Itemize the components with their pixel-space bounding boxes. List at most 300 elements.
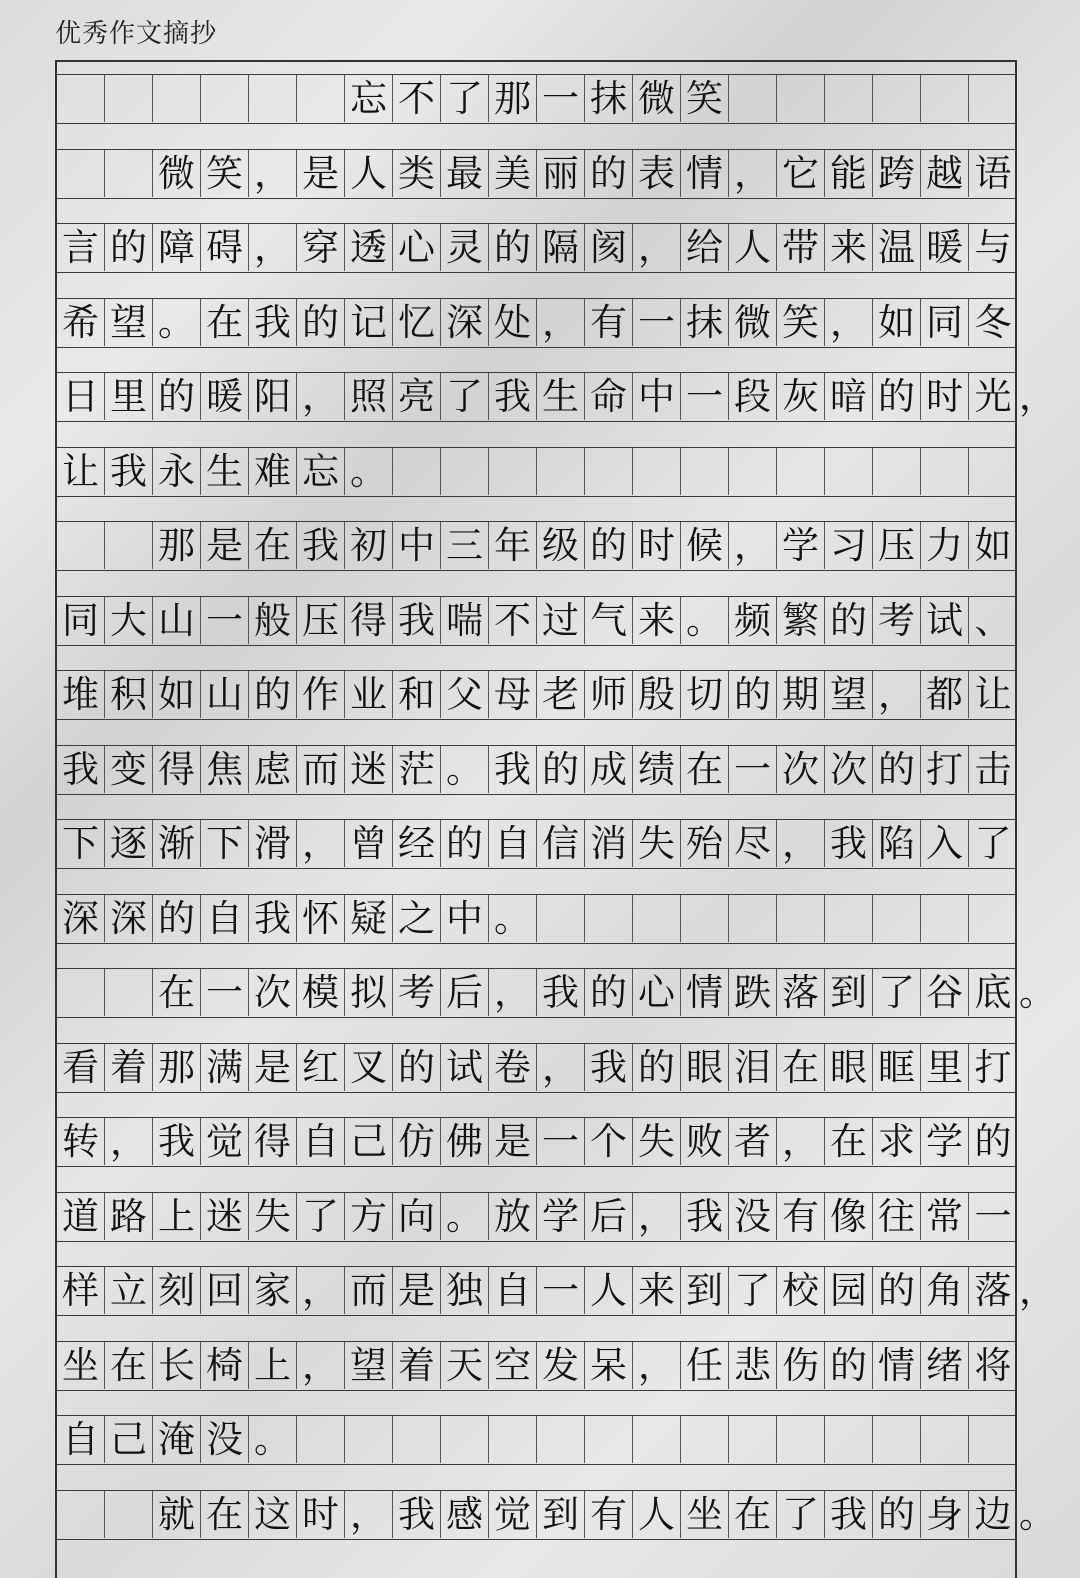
grid-cell: 如 xyxy=(974,524,1012,567)
grid-cell: 看 xyxy=(57,1044,105,1091)
grid-cell: 我 xyxy=(105,448,153,495)
grid-cell: 的 xyxy=(537,746,585,793)
grid-cell: 一 xyxy=(681,373,729,420)
grid-cell: 底 xyxy=(974,971,1012,1014)
grid-cell: 求 xyxy=(873,1118,921,1165)
grid-cell: 的 xyxy=(873,1267,921,1314)
grid-cell: 到 xyxy=(681,1267,729,1314)
grid-cell: 击 xyxy=(974,747,1012,791)
grid-cell: 迷 xyxy=(201,1193,249,1240)
grid-cell: 那 xyxy=(489,75,537,122)
grid-cell: 丽 xyxy=(537,150,585,197)
grid-cell: 带 xyxy=(777,224,825,271)
grid-cell: 笑 xyxy=(777,299,825,346)
text-row xyxy=(57,1192,1015,1242)
grid-cell: 信 xyxy=(537,820,585,867)
grid-cell: 陷 xyxy=(873,820,921,867)
grid-cell: 一 xyxy=(201,969,249,1016)
grid-cell: 上 xyxy=(153,1193,201,1240)
grid-cell: 如 xyxy=(153,671,201,718)
grid-cell: 我 xyxy=(825,820,873,867)
grid-paper xyxy=(55,60,1056,1578)
grid-cell: 感 xyxy=(441,1491,489,1538)
text-row xyxy=(57,1490,1056,1540)
grid-cell: 父 xyxy=(441,671,489,718)
text-row xyxy=(57,596,1015,646)
grid-cell xyxy=(777,1416,825,1463)
grid-cell: 作 xyxy=(297,671,345,718)
grid-cell: 殆 xyxy=(681,820,729,867)
grid-cell: 落 xyxy=(777,969,825,1016)
grid-cell: 有 xyxy=(585,299,633,346)
grid-cell: 悲 xyxy=(729,1342,777,1389)
grid-cell: 方 xyxy=(345,1193,393,1240)
grid-cell: 段 xyxy=(729,373,777,420)
grid-cell: 的 xyxy=(153,373,201,420)
grid-cell: 觉 xyxy=(201,1118,249,1165)
text-row xyxy=(57,670,1015,720)
grid-cell: 家 xyxy=(249,1267,297,1314)
grid-cell: 下 xyxy=(57,820,105,867)
text-row xyxy=(57,1266,1056,1316)
grid-cell: 失 xyxy=(249,1193,297,1240)
grid-cell: 我 xyxy=(537,969,585,1016)
grid-cell xyxy=(681,895,729,942)
grid-cell xyxy=(633,895,681,942)
grid-cell: 有 xyxy=(585,1491,633,1538)
grid-cell: 情 xyxy=(681,969,729,1016)
grid-cell: 冬 xyxy=(974,300,1012,344)
grid-cell: 者 xyxy=(729,1118,777,1165)
grid-cell: 情 xyxy=(873,1342,921,1389)
grid-cell: 照 xyxy=(345,373,393,420)
grid-cell xyxy=(729,448,777,495)
grid-cell: 是 xyxy=(489,1118,537,1165)
grid-cell: 而 xyxy=(345,1267,393,1314)
grid-cell: 自 xyxy=(57,1416,105,1463)
grid-cell: 红 xyxy=(297,1044,345,1091)
grid-cell: 淹 xyxy=(153,1416,201,1463)
grid-cell: 同 xyxy=(57,597,105,644)
grid-cell: 经 xyxy=(393,820,441,867)
grid-cell xyxy=(201,75,249,122)
grid-cell: 而 xyxy=(297,746,345,793)
grid-cell: 碍 xyxy=(201,224,249,271)
text-row xyxy=(57,894,1015,944)
grid-cell: 来 xyxy=(825,224,873,271)
grid-cell: 过 xyxy=(537,597,585,644)
grid-cell: 之 xyxy=(393,895,441,942)
grid-cell: 觉 xyxy=(489,1491,537,1538)
grid-cell xyxy=(57,150,105,197)
grid-cell: 人 xyxy=(633,1491,681,1538)
grid-cell: 压 xyxy=(297,597,345,644)
grid-cell: 障 xyxy=(153,224,201,271)
grid-cell: ， xyxy=(777,820,825,867)
grid-cell: 微 xyxy=(153,150,201,197)
grid-cell: 期 xyxy=(777,671,825,718)
grid-cell: ， xyxy=(297,1342,345,1389)
grid-cell: 失 xyxy=(633,820,681,867)
grid-cell: 让 xyxy=(974,673,1012,716)
grid-cell xyxy=(537,895,585,942)
grid-cell: 在 xyxy=(153,969,201,1016)
grid-cell: 了 xyxy=(441,75,489,122)
grid-cell: ， xyxy=(249,150,297,197)
grid-cell: 的 xyxy=(297,299,345,346)
grid-cell: 与 xyxy=(974,226,1012,269)
grid-cell: 言 xyxy=(57,224,105,271)
grid-cell: 透 xyxy=(345,224,393,271)
grid-cell xyxy=(681,448,729,495)
grid-cell: 压 xyxy=(873,522,921,569)
page-header: 优秀作文摘抄 xyxy=(55,19,218,49)
grid-cell: 仿 xyxy=(393,1118,441,1165)
grid-cell: 希 xyxy=(57,299,105,346)
grid-cell: 渐 xyxy=(153,820,201,867)
grid-cell: 永 xyxy=(153,448,201,495)
grid-cell: 跌 xyxy=(729,969,777,1016)
grid-cell: 失 xyxy=(633,1118,681,1165)
grid-cell: 长 xyxy=(153,1342,201,1389)
text-row xyxy=(57,745,1015,795)
grid-cell xyxy=(777,895,825,942)
grid-cell: ， xyxy=(873,671,921,718)
grid-cell: 放 xyxy=(489,1193,537,1240)
grid-cell: ， xyxy=(297,373,345,420)
grid-cell: 向 xyxy=(393,1193,441,1240)
grid-cell: 的 xyxy=(873,1491,921,1538)
grid-cell: 深 xyxy=(57,895,105,942)
grid-cell: 着 xyxy=(393,1342,441,1389)
grid-cell: 、 xyxy=(974,598,1012,642)
grid-cell: 和 xyxy=(393,671,441,718)
grid-cell: 的 xyxy=(441,820,489,867)
grid-cell xyxy=(57,969,105,1016)
grid-cell xyxy=(681,1416,729,1463)
grid-cell: 绩 xyxy=(633,746,681,793)
grid-cell: ， xyxy=(105,1118,153,1165)
grid-cell: 。 xyxy=(345,448,393,495)
grid-cell xyxy=(873,1416,921,1463)
grid-cell: 忘 xyxy=(345,75,393,122)
text-row xyxy=(57,1117,1015,1167)
grid-cell: 暗 xyxy=(825,373,873,420)
grid-cell xyxy=(969,895,1017,942)
grid-cell xyxy=(825,895,873,942)
grid-cell xyxy=(105,150,153,197)
grid-cell: 虑 xyxy=(249,746,297,793)
grid-cell: 的 xyxy=(489,224,537,271)
grid-cell: 了 xyxy=(873,969,921,1016)
grid-cell: 忘 xyxy=(297,448,345,495)
grid-cell: 了 xyxy=(777,1491,825,1538)
grid-cell: 卷 xyxy=(489,1044,537,1091)
grid-cell: 园 xyxy=(825,1267,873,1314)
grid-cell: 那 xyxy=(153,522,201,569)
grid-cell: 学 xyxy=(537,1193,585,1240)
grid-cell: 后 xyxy=(585,1193,633,1240)
grid-cell: 样 xyxy=(57,1267,105,1314)
grid-cell: 路 xyxy=(105,1193,153,1240)
grid-cell: 堆 xyxy=(57,671,105,718)
text-row xyxy=(57,223,1015,273)
grid-cell xyxy=(873,448,921,495)
grid-cell: 怀 xyxy=(297,895,345,942)
grid-cell: 在 xyxy=(105,1342,153,1389)
grid-cell: 椅 xyxy=(201,1342,249,1389)
grid-cell: 己 xyxy=(345,1118,393,1165)
grid-cell: 下 xyxy=(201,820,249,867)
grid-cell: 空 xyxy=(489,1342,537,1389)
grid-cell: 绪 xyxy=(921,1342,969,1389)
grid-cell: 了 xyxy=(974,822,1012,865)
grid-cell: 人 xyxy=(729,224,777,271)
grid-cell: 心 xyxy=(633,969,681,1016)
text-row xyxy=(57,298,1015,348)
grid-cell: 在 xyxy=(777,1044,825,1091)
grid-cell: 泪 xyxy=(729,1044,777,1091)
grid-cell xyxy=(585,1416,633,1463)
grid-cell: 满 xyxy=(201,1044,249,1091)
grid-cell: 我 xyxy=(249,299,297,346)
grid-cell xyxy=(153,75,201,122)
grid-cell: 时 xyxy=(297,1491,345,1538)
grid-cell xyxy=(57,75,105,122)
grid-cell: 一 xyxy=(537,75,585,122)
grid-cell: 发 xyxy=(537,1342,585,1389)
grid-cell: 同 xyxy=(921,299,969,346)
grid-cell: 表 xyxy=(633,150,681,197)
grid-cell: 年 xyxy=(489,522,537,569)
text-row xyxy=(57,149,1015,199)
grid-cell xyxy=(777,75,825,122)
grid-cell xyxy=(585,895,633,942)
grid-cell: 学 xyxy=(777,522,825,569)
grid-cell: 自 xyxy=(489,820,537,867)
grid-cell xyxy=(105,75,153,122)
grid-cell: 的 xyxy=(153,895,201,942)
grid-cell: 是 xyxy=(393,1267,441,1314)
grid-cell: 我 xyxy=(153,1118,201,1165)
grid-cell: 积 xyxy=(105,671,153,718)
grid-cell: 让 xyxy=(57,448,105,495)
text-row xyxy=(57,447,1015,497)
grid-cell: 处 xyxy=(489,299,537,346)
grid-cell xyxy=(873,75,921,122)
grid-cell: 在 xyxy=(681,746,729,793)
grid-cell: 的 xyxy=(249,671,297,718)
grid-cell: 人 xyxy=(345,150,393,197)
grid-cell xyxy=(921,895,969,942)
grid-cell: 我 xyxy=(393,1491,441,1538)
grid-cell: 般 xyxy=(249,597,297,644)
overflow-punctuation: ， xyxy=(1019,1269,1056,1312)
grid-cell: 校 xyxy=(777,1267,825,1314)
grid-cell: 语 xyxy=(974,151,1012,195)
grid-cell: 上 xyxy=(249,1342,297,1389)
grid-cell: 在 xyxy=(729,1491,777,1538)
grid-cell: 深 xyxy=(105,895,153,942)
grid-cell: 得 xyxy=(249,1118,297,1165)
grid-cell: 的 xyxy=(825,1342,873,1389)
grid-cell: ， xyxy=(825,299,873,346)
grid-cell: 败 xyxy=(681,1118,729,1165)
grid-cell: 记 xyxy=(345,299,393,346)
grid-cell xyxy=(729,895,777,942)
grid-cell xyxy=(249,75,297,122)
grid-cell: 就 xyxy=(153,1491,201,1538)
grid-cell: 的 xyxy=(633,1044,681,1091)
grid-cell xyxy=(297,1416,345,1463)
grid-cell: 这 xyxy=(249,1491,297,1538)
grid-cell: 里 xyxy=(921,1044,969,1091)
grid-cell: 不 xyxy=(489,597,537,644)
grid-cell: 生 xyxy=(201,448,249,495)
grid-cell: 得 xyxy=(345,597,393,644)
grid-cell: 不 xyxy=(393,75,441,122)
grid-cell: 。 xyxy=(441,746,489,793)
grid-cell xyxy=(873,895,921,942)
grid-cell: 叉 xyxy=(345,1044,393,1091)
grid-cell: 任 xyxy=(681,1342,729,1389)
grid-cell xyxy=(489,448,537,495)
grid-cell: 生 xyxy=(537,373,585,420)
grid-cell xyxy=(105,969,153,1016)
grid-cell: 。 xyxy=(489,895,537,942)
grid-cell: 深 xyxy=(441,299,489,346)
grid-cell: 我 xyxy=(489,373,537,420)
grid-cell: 它 xyxy=(777,150,825,197)
grid-cell: 。 xyxy=(681,597,729,644)
grid-cell: 自 xyxy=(297,1118,345,1165)
grid-cell: 望 xyxy=(825,671,873,718)
grid-cell: 伤 xyxy=(777,1342,825,1389)
grid-cell: ， xyxy=(729,522,777,569)
grid-cell: 一 xyxy=(537,1267,585,1314)
grid-cell: 人 xyxy=(585,1267,633,1314)
grid-cell xyxy=(633,448,681,495)
grid-cell: ， xyxy=(537,299,585,346)
grid-cell: 笑 xyxy=(681,75,729,122)
grid-cell: 来 xyxy=(633,597,681,644)
grid-cell: 繁 xyxy=(777,597,825,644)
grid-cell: ， xyxy=(633,1342,681,1389)
text-row xyxy=(57,1415,1015,1465)
grid-cell: 学 xyxy=(921,1118,969,1165)
grid-cell: 三 xyxy=(441,522,489,569)
grid-cell: 滑 xyxy=(249,820,297,867)
grid-cell: 时 xyxy=(921,373,969,420)
grid-cell: 眶 xyxy=(873,1044,921,1091)
grid-cell: 情 xyxy=(681,150,729,197)
grid-cell: 最 xyxy=(441,150,489,197)
grid-cell: 打 xyxy=(974,1045,1012,1089)
grid-cell: 常 xyxy=(921,1193,969,1240)
grid-cell: 心 xyxy=(393,224,441,271)
grid-cell: ， xyxy=(249,224,297,271)
grid-cell: 给 xyxy=(681,224,729,271)
grid-cell: 殷 xyxy=(633,671,681,718)
grid-cell xyxy=(777,448,825,495)
title-row xyxy=(57,74,1015,124)
grid-cell: 初 xyxy=(345,522,393,569)
grid-cell: 一 xyxy=(537,1118,585,1165)
grid-cell: 微 xyxy=(633,75,681,122)
grid-cell: 日 xyxy=(57,373,105,420)
grid-cell: 呆 xyxy=(585,1342,633,1389)
grid-cell xyxy=(489,1416,537,1463)
grid-cell: 佛 xyxy=(441,1118,489,1165)
grid-cell: 坐 xyxy=(57,1342,105,1389)
grid-cell: 次 xyxy=(777,746,825,793)
grid-cell: 力 xyxy=(921,522,969,569)
grid-cell xyxy=(825,75,873,122)
grid-cell: 频 xyxy=(729,597,777,644)
grid-cell: 得 xyxy=(153,746,201,793)
grid-cell: 类 xyxy=(393,150,441,197)
grid-cell: 候 xyxy=(681,522,729,569)
text-row xyxy=(57,521,1015,571)
grid-cell: 我 xyxy=(585,1044,633,1091)
grid-cell xyxy=(393,448,441,495)
grid-cell: 在 xyxy=(249,522,297,569)
grid-cell: ， xyxy=(537,1044,585,1091)
grid-cell: 没 xyxy=(729,1193,777,1240)
grid-cell: 疑 xyxy=(345,895,393,942)
grid-cell xyxy=(921,448,969,495)
grid-cell: 焦 xyxy=(201,746,249,793)
grid-cell: 在 xyxy=(201,1491,249,1538)
grid-cell: 都 xyxy=(921,671,969,718)
grid-cell: 忆 xyxy=(393,299,441,346)
grid-cell: 的 xyxy=(873,746,921,793)
grid-cell: 我 xyxy=(297,522,345,569)
grid-cell: 落 xyxy=(974,1269,1012,1312)
grid-cell: 抹 xyxy=(681,299,729,346)
grid-cell: 坐 xyxy=(681,1491,729,1538)
grid-cell xyxy=(585,448,633,495)
grid-cell: 一 xyxy=(633,299,681,346)
grid-cell xyxy=(57,522,105,569)
grid-cell: 穿 xyxy=(297,224,345,271)
grid-cell: 谷 xyxy=(921,969,969,1016)
grid-cell: 的 xyxy=(105,224,153,271)
grid-cell: 将 xyxy=(974,1343,1012,1387)
grid-cell xyxy=(633,1416,681,1463)
grid-cell: 暖 xyxy=(921,224,969,271)
grid-cell: 到 xyxy=(825,969,873,1016)
grid-cell: 我 xyxy=(825,1491,873,1538)
grid-cell: 逐 xyxy=(105,820,153,867)
grid-cell: 着 xyxy=(105,1044,153,1091)
grid-cell: 迷 xyxy=(345,746,393,793)
grid-cell: 的 xyxy=(585,522,633,569)
grid-cell: 己 xyxy=(105,1416,153,1463)
overflow-punctuation: ， xyxy=(1019,375,1056,418)
grid-cell: 的 xyxy=(873,373,921,420)
grid-cell: 业 xyxy=(345,671,393,718)
grid-cell: 变 xyxy=(105,746,153,793)
grid-cell: 转 xyxy=(57,1118,105,1165)
grid-cell: 到 xyxy=(537,1491,585,1538)
grid-cell: 天 xyxy=(441,1342,489,1389)
grid-cell xyxy=(969,75,1017,122)
grid-cell: ， xyxy=(489,969,537,1016)
grid-cell: 中 xyxy=(633,373,681,420)
text-row xyxy=(57,968,1056,1018)
text-row xyxy=(57,372,1056,422)
